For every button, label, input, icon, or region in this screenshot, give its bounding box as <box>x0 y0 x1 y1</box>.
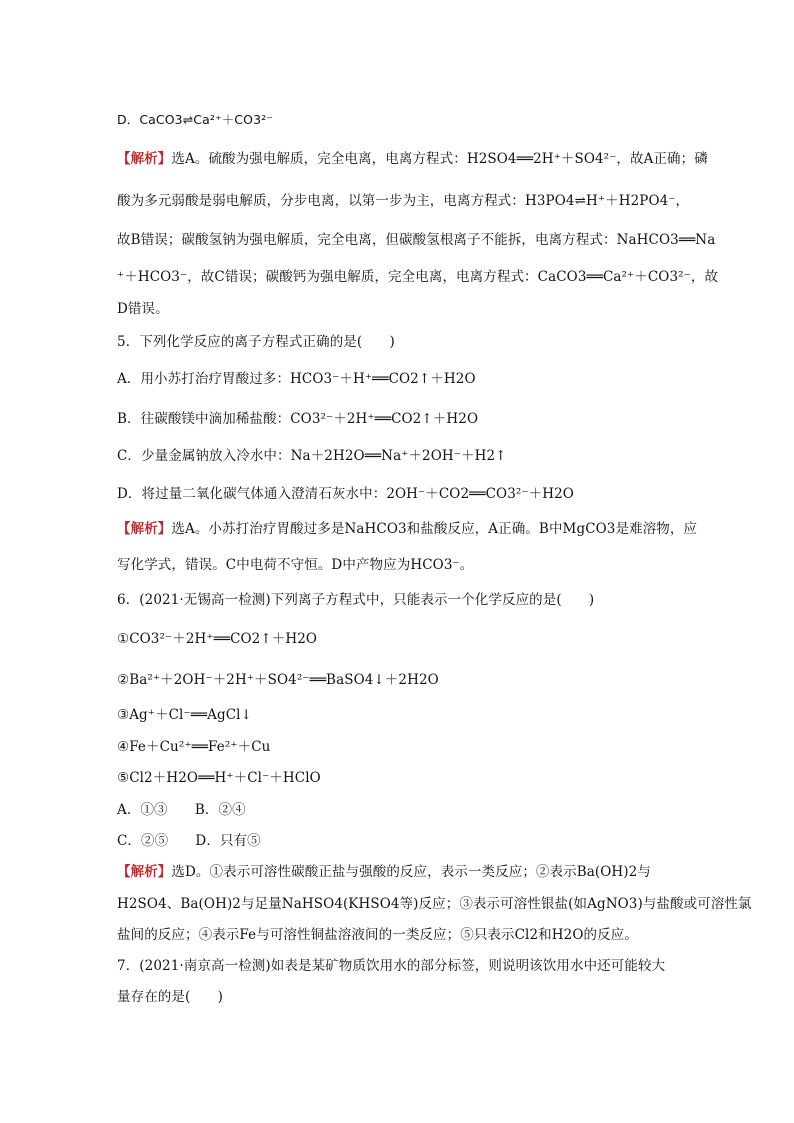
analysis-q4-line-4: ⁺＋HCO3⁻，故C错误；碳酸钙为强电解质，完全电离，电离方程式：CaCO3══Ca²⁺＋CO3²⁻，故 <box>117 269 719 285</box>
analysis-q6-line-3: 盐间的反应；④表示Fe与可溶性铜盐溶液间的一类反应；⑤只表示Cl2和H2O的反应。 <box>117 927 638 943</box>
analysis-q6-line-2: H2SO4、Ba(OH)2与足量NaHSO4(KHSO4等)反应；③表示可溶性银盐(如AgNO3)与盐酸或可溶性氯 <box>117 896 752 912</box>
analysis-label: 【解析】 <box>117 151 172 167</box>
question-5-option-b: B．往碳酸镁中滴加稀盐酸：CO3²⁻＋2H⁺══CO2↑＋H2O <box>117 411 479 427</box>
analysis-q4-line-2: 酸为多元弱酸是弱电解质，分步电离，以第一步为主，电离方程式：H3PO4⇌H⁺＋H2PO4⁻， <box>117 193 690 209</box>
option-d-caco3-ionization: D．CaCO3⇌Ca²⁺＋CO3²⁻ <box>117 112 273 127</box>
question-6-options-ab: A．①③ B．②④ <box>117 802 246 818</box>
analysis-label: 【解析】 <box>117 864 172 880</box>
question-6-item-1: ①CO3²⁻＋2H⁺══CO2↑＋H2O <box>117 631 318 647</box>
question-5-option-d: D．将过量二氧化碳气体通入澄清石灰水中：2OH⁻＋CO2══CO3²⁻＋H2O <box>117 486 574 502</box>
question-7-stem-line-1: 7．(2021·南京高一检测)如表是某矿物质饮用水的部分标签，则说明该饮用水中还可能较大 <box>117 958 666 974</box>
question-5-option-a: A．用小苏打治疗胃酸过多：HCO3⁻＋H⁺══CO2↑＋H2O <box>117 371 476 387</box>
question-5-option-c: C．少量金属钠放入冷水中：Na＋2H2O══Na⁺＋2OH⁻＋H2↑ <box>117 448 507 464</box>
question-6-item-4: ④Fe＋Cu²⁺══Fe²⁺＋Cu <box>117 739 271 755</box>
question-6-stem: 6．(2021·无锡高一检测)下列离子方程式中，只能表示一个化学反应的是( ) <box>117 592 595 608</box>
question-7-stem-line-2: 量存在的是( ) <box>117 989 223 1005</box>
analysis-q4-line-3: 故B错误；碳酸氢钠为强电解质，完全电离，但碳酸氢根离子不能拆，电离方程式：NaHCO3══Na <box>117 232 716 248</box>
analysis-label: 【解析】 <box>117 521 172 537</box>
analysis-q5-line-2: 写化学式，错误。C中电荷不守恒。D中产物应为HCO3⁻。 <box>117 557 474 573</box>
question-6-item-3: ③Ag⁺＋Cl⁻══AgCl↓ <box>117 707 252 723</box>
question-6-options-cd: C．②⑤ D．只有⑤ <box>117 833 261 849</box>
analysis-q5-line-1: 【解析】选A。小苏打治疗胃酸过多是NaHCO3和盐酸反应，A正确。B中MgCO3是难溶物，应 <box>117 521 698 537</box>
analysis-q4-line-1: 【解析】选A。硫酸为强电解质，完全电离，电离方程式：H2SO4══2H⁺＋SO4²⁻，故A正确；磷 <box>117 151 708 167</box>
analysis-q6-line-1: 【解析】选D。①表示可溶性碳酸正盐与强酸的反应，表示一类反应；②表示Ba(OH)2与 <box>117 864 651 880</box>
question-5-stem: 5．下列化学反应的离子方程式正确的是( ) <box>117 334 395 350</box>
question-6-item-2: ②Ba²⁺＋2OH⁻＋2H⁺＋SO4²⁻══BaSO4↓＋2H2O <box>117 672 439 688</box>
question-6-item-5: ⑤Cl2＋H2O══H⁺＋Cl⁻＋HClO <box>117 770 321 786</box>
analysis-q4-line-5: D错误。 <box>117 301 169 317</box>
